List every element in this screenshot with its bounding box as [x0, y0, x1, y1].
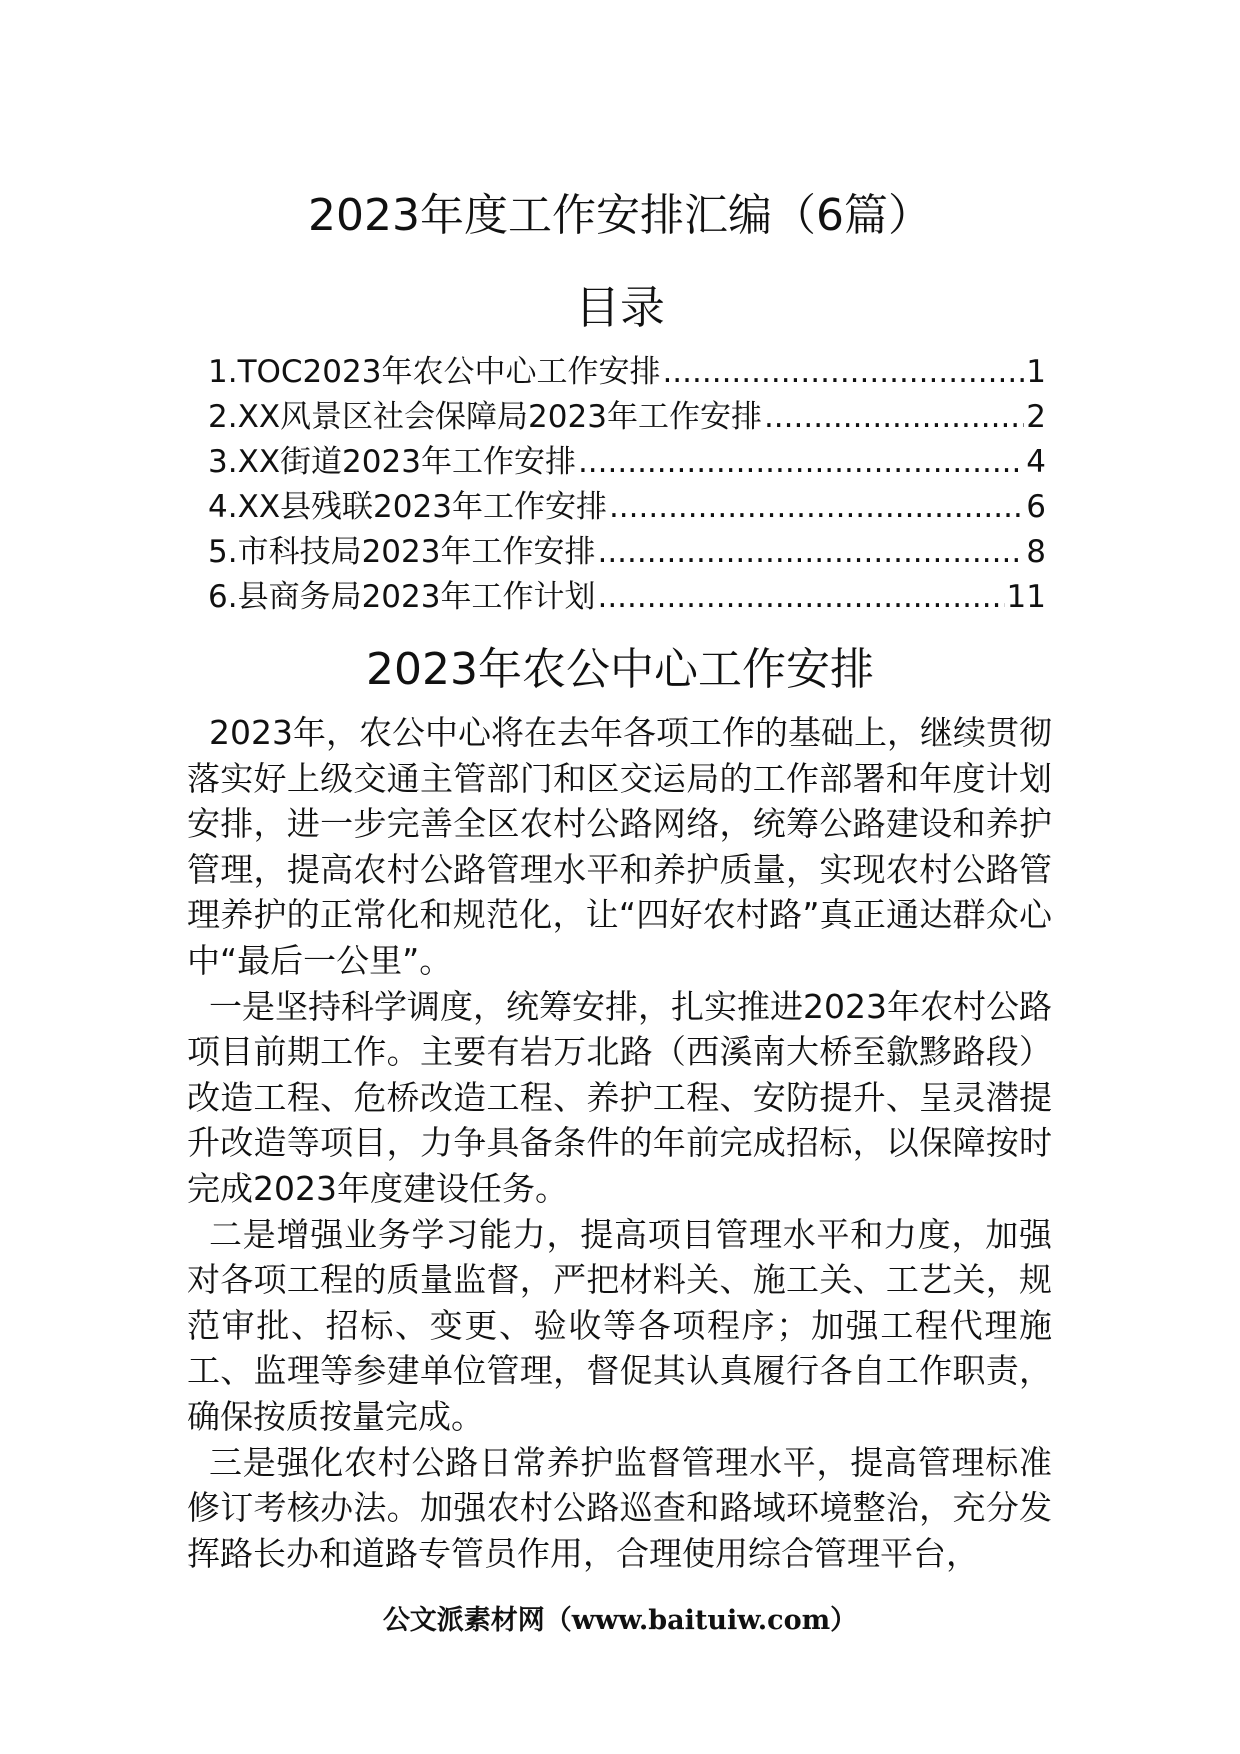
toc-entry-title: 5.市科技局2023年工作安排 [208, 534, 596, 570]
toc-entry-page: 1 [1026, 354, 1046, 390]
toc-leader-dots [597, 575, 1004, 620]
toc-entry-page: 8 [1026, 534, 1046, 570]
toc-entry-title: 4.XX县残联2023年工作安排 [208, 489, 607, 525]
page-footer: 公文派素材网（www.baituiw.com） [382, 1605, 858, 1636]
body-paragraph: 2023年，农公中心将在去年各项工作的基础上，继续贯彻落实好上级交通主管部门和区交运局的工作部署和年度计划安排，进一步完善全区农村公路网络，统筹公路建设和养护管理，提高农村公路管理水平和养护质量，实现农村公路管理养护的正常化和规范化，让“四好农村路”真正通达群众心中“最后一公里”。 [187, 713, 1052, 980]
toc-entry-page: 6 [1026, 489, 1046, 525]
toc-entry-page: 2 [1026, 399, 1046, 435]
toc-leader-dots [662, 350, 1024, 395]
toc-entry[interactable] [208, 485, 1046, 530]
toc-leader-dots [578, 440, 1024, 485]
toc-entry-title: 6.县商务局2023年工作计划 [208, 579, 596, 615]
toc-entry-page: 11 [1006, 579, 1046, 615]
section-body [187, 710, 1052, 1576]
toc-entry[interactable] [208, 575, 1046, 620]
toc-entry-page: 4 [1026, 444, 1046, 480]
table-of-contents [208, 350, 1046, 620]
document-title: 2023年度工作安排汇编（6篇） [308, 190, 932, 241]
toc-entry-title: 2.XX风景区社会保障局2023年工作安排 [208, 399, 762, 435]
body-paragraph: 三是强化农村公路日常养护监督管理水平，提高管理标准修订考核办法。加强农村公路巡查和路域环境整治，充分发挥路长办和道路专管员作用，合理使用综合管理平台， [187, 1442, 1052, 1573]
section-title: 2023年农公中心工作安排 [366, 644, 874, 695]
toc-leader-dots [764, 395, 1024, 440]
toc-heading: 目录 [574, 281, 665, 334]
toc-entry[interactable] [208, 530, 1046, 575]
toc-entry-title: 3.XX街道2023年工作安排 [208, 444, 576, 480]
toc-entry[interactable] [208, 395, 1046, 440]
toc-entry[interactable] [208, 440, 1046, 485]
toc-entry-title: 1.TOC2023年农公中心工作安排 [208, 354, 661, 390]
toc-leader-dots [597, 530, 1024, 575]
body-paragraph: 一是坚持科学调度，统筹安排，扎实推进2023年农村公路项目前期工作。主要有岩万北路（西溪南大桥至歙黟路段）改造工程、危桥改造工程、养护工程、安防提升、呈灵潜提升改造等项目，力争具备条件的年前完成招标，以保障按时完成2023年度建设任务。 [187, 986, 1052, 1208]
toc-entry[interactable] [208, 350, 1046, 395]
toc-leader-dots [609, 485, 1024, 530]
body-paragraph: 二是增强业务学习能力，提高项目管理水平和力度，加强对各项工程的质量监督，严把材料关、施工关、工艺关，规范审批、招标、变更、验收等各项程序；加强工程代理施工、监理等参建单位管理，督促其认真履行各自工作职责，确保按质按量完成。 [187, 1214, 1052, 1436]
